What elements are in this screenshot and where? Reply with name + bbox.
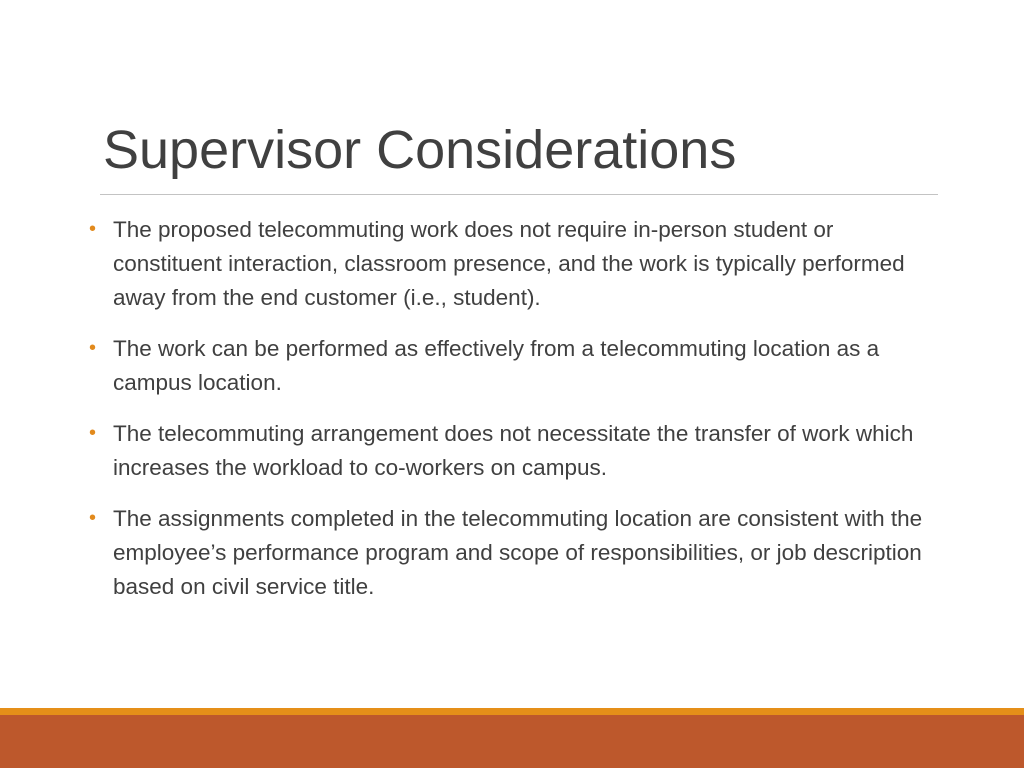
bullet-text: The assignments completed in the telecommuting location are consistent with the employee’s performance program and scope of responsibilities, or job description based on civil service title. <box>113 506 923 599</box>
bullet-item <box>88 213 938 315</box>
bullet-dot-icon: • <box>89 422 97 444</box>
bullet-dot-icon: • <box>89 337 97 359</box>
bullet-item <box>88 332 938 400</box>
footer-accent-stripe <box>0 708 1024 715</box>
bullet-item <box>88 417 938 485</box>
bullet-dot-icon: • <box>89 507 97 529</box>
title-divider <box>100 194 938 195</box>
footer-band <box>0 715 1024 768</box>
bullet-dot-icon: • <box>89 218 97 240</box>
bullet-text: The telecommuting arrangement does not necessitate the transfer of work which increases the workload to co-workers on campus. <box>113 421 914 480</box>
bullet-text: The proposed telecommuting work does not require in-person student or constituent interaction, classroom presence, and the work is typically performed away from the end customer (i.e., student). <box>113 217 905 310</box>
bullet-text: The work can be performed as effectively from a telecommuting location as a campus location. <box>113 336 880 395</box>
bullet-list <box>88 213 938 621</box>
bullet-item <box>88 502 938 604</box>
slide-title: Supervisor Considerations <box>103 120 737 180</box>
